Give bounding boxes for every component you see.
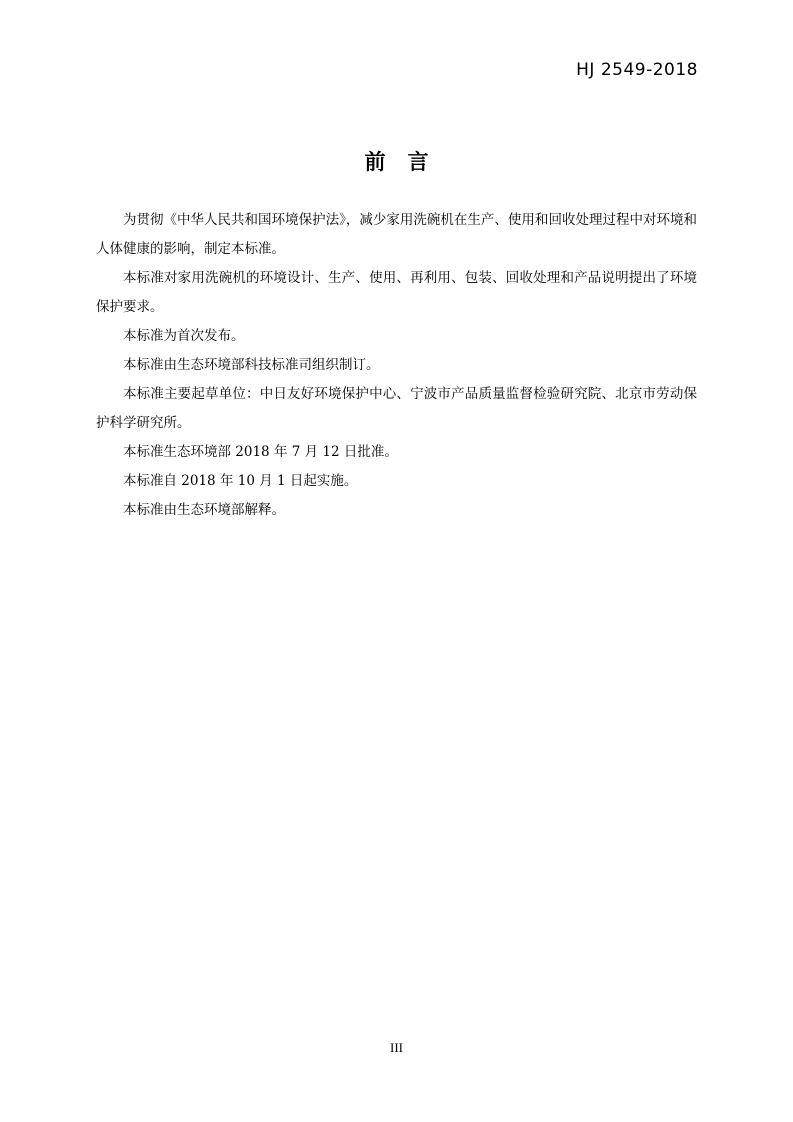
paragraph-effective-date: 本标准自 2018 年 10 月 1 日起实施。 — [123, 473, 358, 489]
foreword-body — [96, 206, 697, 525]
paragraph-drafting-units: 本标准主要起草单位：中日友好环境保护中心、宁波市产品质量监督检验研究院、北京市劳动保护科学研究所。 — [96, 386, 697, 431]
paragraph-organizer: 本标准由生态环境部科技标准司组织制订。 — [123, 357, 380, 373]
paragraph-scope: 本标准对家用洗碗机的环境设计、生产、使用、再利用、包装、回收处理和产品说明提出了环境保护要求。 — [96, 270, 697, 315]
page-title: 前言 — [364, 150, 451, 174]
paragraph-interpretation: 本标准由生态环境部解释。 — [123, 502, 285, 518]
paragraph-first-release: 本标准为首次发布。 — [123, 328, 245, 344]
page-number: III — [390, 1040, 403, 1055]
document-code: HJ 2549-2018 — [576, 60, 698, 80]
paragraph-approval-date: 本标准生态环境部 2018 年 7 月 12 日批准。 — [123, 444, 398, 460]
paragraph-purpose: 为贯彻《中华人民共和国环境保护法》，减少家用洗碗机在生产、使用和回收处理过程中对环境和人体健康的影响，制定本标准。 — [96, 212, 697, 257]
